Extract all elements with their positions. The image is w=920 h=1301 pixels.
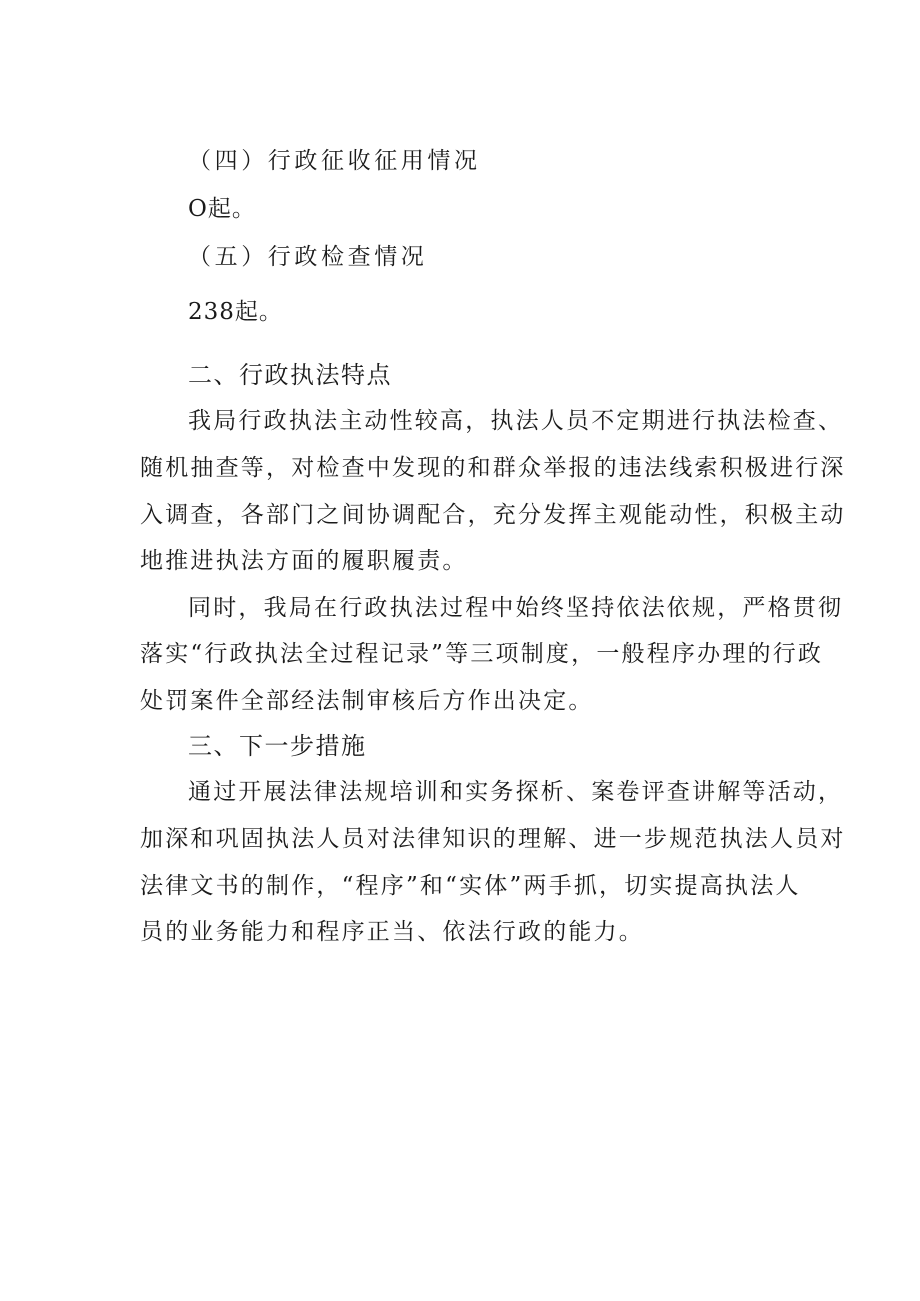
- section-three-para-line: 加深和巩固执法人员对法律知识的理解、进一步规范执法人员对: [140, 826, 846, 852]
- section-three-para-line: 法律文书的制作，“程序”和“实体”两手抓，切实提高执法人: [140, 873, 801, 899]
- section-three-para-line: 通过开展法律法规培训和实务探析、案卷评查讲解等活动，: [188, 779, 844, 805]
- section-two-para-a-line: 我局行政执法主动性较高，执法人员不定期进行执法检查、: [188, 408, 844, 434]
- section-two-para-b-line: 同时，我局在行政执法过程中始终坚持依法依规，严格贯彻: [188, 595, 844, 621]
- section-three-heading: 三、下一步措施: [188, 732, 367, 760]
- subsection-five-value: 238起。: [188, 299, 283, 325]
- section-two-para-b-line: 落实“行政执法全过程记录”等三项制度，一般程序办理的行政: [140, 641, 824, 667]
- section-two-para-a-line: 随机抽查等，对检查中发现的和群众举报的违法线索积极进行深: [140, 455, 846, 481]
- subsection-four-value: O起。: [188, 196, 256, 222]
- subsection-five-title: （五）行政检查情况: [188, 244, 428, 270]
- section-two-para-a-line: 地推进执法方面的履职履责。: [140, 548, 468, 574]
- section-two-para-a-line: 入调查，各部门之间协调配合，充分发挥主观能动性，积极主动: [140, 502, 846, 528]
- section-two-para-b-line: 处罚案件全部经法制审核后方作出决定。: [140, 688, 594, 714]
- section-three-para-line: 员的业务能力和程序正当、依法行政的能力。: [140, 919, 644, 945]
- subsection-four-title: （四）行政征收征用情况: [188, 148, 481, 174]
- section-two-heading: 二、行政执法特点: [188, 361, 392, 389]
